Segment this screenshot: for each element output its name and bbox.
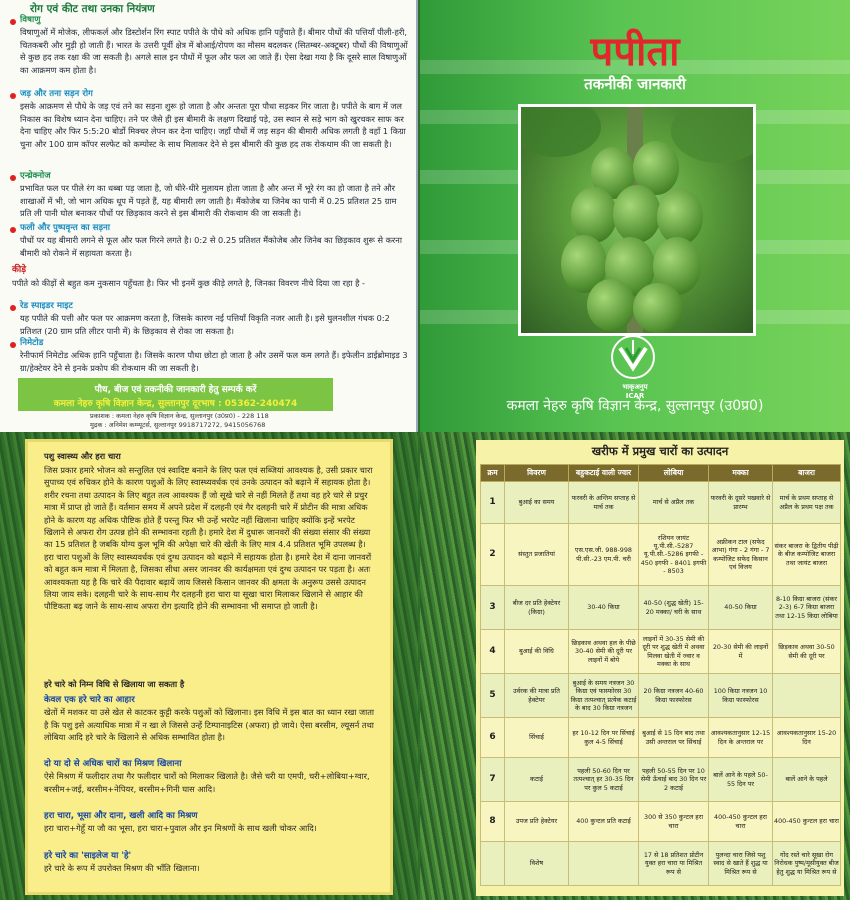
table-cell: फरवरी के अन्तिम सप्ताह से मार्च तक bbox=[569, 482, 639, 524]
section-nematode bbox=[20, 337, 408, 374]
table-header-row bbox=[481, 465, 841, 482]
table-cell: हर 10-12 दिन पर सिंचाई कुल 4-5 सिंचाई bbox=[569, 718, 639, 758]
method-body: हरा चारा+गेहूँ या जौ का भूसा, हरा चारा+पुवाल और इन मिश्रणों के साथ खली चोकर आदि। bbox=[44, 823, 317, 834]
row-number: 4 bbox=[481, 630, 505, 674]
cover-title: पपीता bbox=[590, 29, 680, 75]
table-cell: 400-450 कुन्टल हरा चारा bbox=[709, 802, 773, 842]
row-number: 7 bbox=[481, 758, 505, 802]
fodder-heading: पशु स्वास्थ्य और हरा चारा bbox=[44, 451, 121, 461]
table-row bbox=[481, 758, 841, 802]
table-cell: रशियन जायंट यू.पी.सी.-5287 यू.पी.सी.-5286 इगफी - 450 इगफी - 8401 इगफी - 8503 bbox=[639, 524, 709, 586]
section-heading: एन्थ्रेक्नोज bbox=[20, 171, 51, 181]
row-number: 5 bbox=[481, 674, 505, 718]
fodder-table-card bbox=[476, 440, 844, 896]
section-body: पौधों पर यह बीमारी लगने से फूल और फल गिरने लगते है। 0:2 से 0.25 प्रतिशत मैंकोजेब और जिनेब का छिड़काव शुरू से करना बीमारी को रोकने में सहायता करता है। bbox=[20, 235, 402, 258]
table-cell: बुआई से 15 दिन बाद तथा उसी अन्तराल पर सिंचाई bbox=[639, 718, 709, 758]
table-cell: आवश्यकतानुसार 12-15 दिन के अन्तराल पर bbox=[709, 718, 773, 758]
papaya-fruit bbox=[633, 283, 683, 333]
pests-heading: कीड़े bbox=[12, 265, 27, 275]
bullet-icon bbox=[10, 227, 16, 233]
section-body: यह पपीते की पत्ती और फल पर आक्रमण करता है, जिसके कारण नई पत्तियाँ विकृति नजर आती है। इसे घुलनशील गंधक 0:2 प्रतिशत (20 ग्राम प्रति लीटर पानी में) के छिड़काव से रोका जा सकता है। bbox=[20, 313, 390, 336]
logo-org: ICAR bbox=[625, 392, 645, 400]
table-row bbox=[481, 718, 841, 758]
fodder-text-card bbox=[28, 442, 390, 892]
fodder-table bbox=[480, 464, 841, 886]
section-body: इसके आक्रमण से पौधे के जड़ एवं तने का सड़ना शुरू हो जाता है और अन्ततः पूरा पौधा सड़कर गिर जाता है। पपीते के बाग में जल निकास का विशेष ध्यान देना चाहिए। तने पर जैसे ही इस बीमारी के लक्षण दिखाई पड़े, उस स्थान से सड़े भाग को खुरचकर साफ कर देना चाहिए और फिर 5:5:20 बोर्डो मिक्चर लेपन कर देना चाहिए। जहाँ पौधों में जड़ सड़न की बीमारी अधिक लगती है वहाँ 1 किग्रा चुना और 100 ग्राम कॉपर सल्फेट को कम्पोस्ट के साथ मिलाकर देने से इस बीमारी की कुछ हद तक रोकथाम की जा सकती है। bbox=[20, 101, 406, 149]
method-3 bbox=[44, 810, 378, 835]
method-body: ऐसे मिश्रण में फलीदार तथा गैर फलीदार चारों को मिलाकर खिलाते है। जैसे चरी या एमपी, चरी+लोबिया+ग्वार, बरसीम+जई, बरसीम+नेपियर, बरसीम+गिनी घास आदि। bbox=[44, 771, 370, 794]
table-row bbox=[481, 586, 841, 630]
table-row bbox=[481, 630, 841, 674]
table-title: खरीफ में प्रमुख चारों का उत्पादन bbox=[591, 444, 729, 458]
table-cell: बीज दर प्रति हेक्टेयर (किग्रा) bbox=[505, 586, 569, 630]
fodder-intro: जिस प्रकार हमारे भोजन को सन्तुलित एवं स्वादिष्ट बनाने के लिए फल एवं सब्जियां आवश्यक है, उसी प्रकार चारा सुपाच्य एवं रुचिकर होने के कारण पशुओं के लिए स्वास्थ्यवर्धक एवं उनके उत्पादन को बढ़ाने में सहायक होता है। शरीर रचना तथा उत्पादन के लिए बहुत तत्व आवश्यक हैं जो सूखे चारे से नहीं मिलते हैं तथा वह हरे चारे से प्रचुर मात्रा में प्राप्त हो जाते हैं। वर्तमान समय में अपने प्रदेश में दलहनी एवं गैर दलहनी चारे में प्रोटीन की मात्रा अधिक होने के कारण यह अधिक पौष्टिक होते हैं परन्तु फिर भी उन्हें भरपेट नहीं खिलाना चाहिए क्योंकि इन्हें भरपेट खिलाने से अफरा रोग उत्पन्न होने की सम्भावना रहती है। हमारे देश में दुधारू जानवरों की संख्या संसार की संख्या का 15 प्रतिशत है जबकि योग्य कुल भूमि की अपेक्षा चारे की खेती के लिए मात्र 4.4 प्रतिशत भूमि उपलब्ध है। हरा चारा पशुओं के लिए स्वास्थ्यवर्धक एवं दुग्ध उत्पादन को बढ़ाने में सहायक होता है। हमारे देश में दाना जानवरों को बहुत कम मात्रा में मिलता है, जिसका सीधा असर जानवर की कार्यक्षमता एवं दुग्ध उत्पादन पर पड़ता है। अतः आवश्यकता यह है कि चारे की पैदावार बढ़ायें जाय जिससे किसान जानवर की क्षमता के अनुरूप उससे उत्पादन लिया जाय सके। दलहनी चारे के साथ-साथ गैर दलहनी हरा चारा या सूखा चारा मिलाकर खिलाने से आहार की पौष्टिकता बढ़ जाने के साथ-साथ अफरा रोग इत्यादि होने की सम्भावना भी समाप्त हो जाती है। bbox=[44, 465, 373, 612]
printer-line: मुद्रक : अनिमेश कम्प्यूटर्स, सुल्तानपुर 9918717272, 9415056768 bbox=[90, 421, 266, 429]
row-number: 8 bbox=[481, 802, 505, 842]
section-virus bbox=[20, 14, 408, 76]
disease-panel-title: रोग एवं कीट तथा उनका नियंत्रण bbox=[30, 3, 155, 15]
table-header: बाजरा bbox=[773, 465, 841, 482]
table-cell: पहली 50-55 दिन पर 10 सेमी ऊँचाई बाद 30 दिन पर 2 कटाई bbox=[639, 758, 709, 802]
section-heading: रेड स्पाइडर माइट bbox=[20, 301, 73, 311]
section-mite bbox=[20, 300, 408, 337]
methods-heading: हरे चारे को निम्न विधि से खिलाया जा सकता है bbox=[44, 679, 185, 689]
section-heading: विषाणु bbox=[20, 15, 41, 25]
table-cell: 8-10 किग्रा बाजरा (संकर 2-3) 6-7 किग्रा बाजरा तथा 12-15 किग्रा लोबिया bbox=[773, 586, 841, 630]
bullet-icon bbox=[10, 305, 16, 311]
table-cell: 20 किग्रा नत्रजन 40-60 किग्रा फास्फोरस bbox=[639, 674, 709, 718]
table-cell: 40-50 किग्रा bbox=[709, 586, 773, 630]
table-cell: बालें आने के पहले bbox=[773, 758, 841, 802]
papaya-fruit bbox=[613, 185, 661, 243]
table-cell: एस.एस.जी. 988-998 पी.सी.-23 एम.पी. चरी bbox=[569, 524, 639, 586]
bullet-icon bbox=[10, 175, 16, 181]
section-body: रेनीफार्म निमेटोड अधिक हानि पहुँचाता है। जिसके कारण पौधा छोटा हो जाता है और उसमें फल कम लगते हैं। इफेलीन डाईब्रोमाइड 3 ग्रा/हेक्टेयर देने से इनके प्रकोप की रोकथाम की जा सकती है। bbox=[20, 350, 408, 373]
table-header: लोबिया bbox=[639, 465, 709, 482]
table-cell: फरवरी के दूसरे पखवारे से प्रारम्भ bbox=[709, 482, 773, 524]
table-cell: 400-450 कुन्टल हरा चारा bbox=[773, 802, 841, 842]
contact-banner bbox=[18, 378, 333, 411]
table-header: विवरण bbox=[505, 465, 569, 482]
leaf bbox=[518, 104, 601, 157]
cover-panel bbox=[420, 0, 850, 432]
method-2 bbox=[44, 758, 378, 795]
table-cell: 40-50 (शुद्ध खेती) 15-20 मक्का/ चरी के साथ bbox=[639, 586, 709, 630]
table-cell: मार्च के प्रथम सप्ताह से अप्रैल के प्रथम पक्ष तक bbox=[773, 482, 841, 524]
table-header: मक्का bbox=[709, 465, 773, 482]
contact-line-1: पौध, बीज एवं तकनीकी जानकारी हेतु सम्पर्क करें bbox=[94, 385, 257, 395]
table-cell: संस्तुत प्रजातियां bbox=[505, 524, 569, 586]
bullet-icon bbox=[10, 342, 16, 348]
table-row bbox=[481, 524, 841, 586]
table-header: क्रम bbox=[481, 465, 505, 482]
table-cell: 30-40 किग्रा bbox=[569, 586, 639, 630]
papaya-fruit bbox=[571, 187, 617, 243]
table-cell: 17 से 18 प्रतिशत प्रोटीन युक्त हरा चारा या मिश्रित रूप से bbox=[639, 842, 709, 886]
table-cell: 100 किग्रा नत्रजन 10 किग्रा फास्फोरस bbox=[709, 674, 773, 718]
method-body: हरे चारे के रूप में उपरोक्त मिश्रण की भाँति खिलाना। bbox=[44, 863, 200, 874]
row-number: 1 bbox=[481, 482, 505, 524]
table-cell: मार्च से अप्रैल तक bbox=[639, 482, 709, 524]
bullet-icon bbox=[10, 93, 16, 99]
table-header: बहुकटाई वाली ज्वार bbox=[569, 465, 639, 482]
logo-caption: भाकृअनुप bbox=[622, 383, 648, 391]
table-cell: उपज प्रति हेक्टेयर bbox=[505, 802, 569, 842]
table-row bbox=[481, 674, 841, 718]
table-cell: अफ्रीकन टाल (सफेद आभा) गंगा - 2 गंगा - 7 कम्पोजिट सफेद किसान एवं विजय bbox=[709, 524, 773, 586]
table-cell: लाइनों में 30-35 सेमी की दूरी पर शुद्ध खेती में अथवा मिलवा खेती में ज्वार व मक्का के साथ bbox=[639, 630, 709, 674]
method-heading: हरे चारे का 'साइलेज या 'हे' bbox=[44, 851, 132, 861]
table-cell: 20-30 सेमी की लाइनों में bbox=[709, 630, 773, 674]
table-cell: गोंद रस्ते चारे सूखा रोग निरोधक पुष्प/मूसीयुक्त बीज हेतु शुद्ध या मिश्रित रूप से bbox=[773, 842, 841, 886]
contact-line-2: कमला नेहरु कृषि विज्ञान केन्द्र, सुल्तानपुर दूरभाष : 05362-240474 bbox=[53, 399, 298, 409]
bullet-icon bbox=[10, 19, 16, 25]
table-cell: संकर बाजरा के द्वितीय पीढ़ी के बीज कम्पोजिट बाजरा तथा जायंट बाजरा bbox=[773, 524, 841, 586]
publisher-line: प्रकाशक : कमला नेहरु कृषि विज्ञान केन्द्र, सुल्तानपुर (उ0प्र0) - 228 118 bbox=[90, 412, 269, 420]
table-cell: छिड़काव अथवा हल के पीछे 30-40 सेमी की दूरी पर लाइनों में बोये bbox=[569, 630, 639, 674]
section-heading: निमेटोड bbox=[20, 338, 44, 348]
cover-subtitle: तकनीकी जानकारी bbox=[584, 75, 686, 93]
row-number: 6 bbox=[481, 718, 505, 758]
method-heading: हरा चारा, भूसा और दाना, खली आदि का मिश्रण bbox=[44, 811, 198, 821]
table-cell bbox=[569, 842, 639, 886]
method-1 bbox=[44, 694, 378, 744]
pests-intro: पपीते को कीड़ों से बहुत कम नुकसान पहुँचता है। फिर भी इनमें कुछ कीड़े लगते है, जिनका विवरण नीचे दिया जा रहा है - bbox=[12, 278, 366, 288]
table-cell: आवश्यकतानुसार 15-20 दिन bbox=[773, 718, 841, 758]
table-cell: उर्वरक की मात्रा प्रति हेक्टेयर bbox=[505, 674, 569, 718]
table-cell: सिंचाई bbox=[505, 718, 569, 758]
row-number bbox=[481, 842, 505, 886]
table-cell: बालें आने के पहले 50-55 दिन पर bbox=[709, 758, 773, 802]
method-heading: केवल एक हरे चारे का आहार bbox=[44, 695, 135, 705]
fodder-table-panel bbox=[420, 432, 850, 900]
table-row bbox=[481, 802, 841, 842]
table-cell: पहली 50-60 दिन पर तत्पश्चात् हर 30-35 दिन पर कुल 5 कटाई bbox=[569, 758, 639, 802]
table-cell: बुआई के समय नत्रजन 30 किग्रा एवं फास्फोरस 30 किग्रा तत्पश्चात् प्रत्येक कटाई के बाद 30 किग्रा नत्रजन bbox=[569, 674, 639, 718]
leaf bbox=[671, 104, 756, 163]
table-cell: 300 से 350 कुन्टल हरा चारा bbox=[639, 802, 709, 842]
table-row bbox=[481, 482, 841, 524]
method-body: खेतों में मशकर या उसे खेत से काटकर कुट्टी करके पशुओं को खिलाना। इस विधि में इस बात का ध्यान रखा जाता है कि पशु इसे अत्याधिक मात्रा में न खा ले जिससे उन्हें टिम्पानाइटिस (अफरा) हो जाये। ऐसा बरसीम, ल्यूसर्न तथा लोबिया आदि हरे चारे के खिलाने से अधिक सम्भावित होता है। bbox=[44, 707, 375, 743]
papaya-photo bbox=[518, 104, 756, 336]
table-body bbox=[481, 482, 841, 886]
disease-control-panel bbox=[0, 0, 418, 432]
institution-name: कमला नेहरु कृषि विज्ञान केन्द्र, सुल्तानपुर (उ0प्र0) bbox=[506, 398, 764, 414]
table-cell: बुआई का समय bbox=[505, 482, 569, 524]
table-cell bbox=[773, 674, 841, 718]
table-cell: 400 कुन्टल प्रति कटाई bbox=[569, 802, 639, 842]
imprint bbox=[90, 412, 269, 430]
table-cell: विशेष bbox=[505, 842, 569, 886]
section-fruit-rot bbox=[20, 222, 408, 259]
row-number: 3 bbox=[481, 586, 505, 630]
table-cell: बुआई की विधि bbox=[505, 630, 569, 674]
table-row bbox=[481, 842, 841, 886]
table-cell: पुलन्दा चारा जिसे पशु स्वाद से खाते हैं शुद्ध या मिश्रित रूप से bbox=[709, 842, 773, 886]
icar-logo-icon bbox=[610, 334, 656, 380]
method-4 bbox=[44, 850, 378, 875]
table-cell: कटाई bbox=[505, 758, 569, 802]
section-body: विषाणुओं में मोजेक, लीफकर्ल और डिस्टोर्शन रिंग स्पाट पपीते के पौधे को अधिक हानि पहुँचाते हैं। बीमार पौधों की पत्तियाँ पीली-हरी, चितकबरी और मुड़ी हो जाती हैं। भारत के उत्तरी पूर्वी क्षेत्र में बोआई/रोपण का मौसम बदलकर (सितम्बर-अक्टूबर) पौधों की विषाणुओं से कुछ हद तक रक्षा की जा सकती है। अगले साल इन पौधों में फूल और फल आ जाते हैं। ऐसा देखा गया है कि दूसरे साल विषाणुओं का आक्रमण कम होता है। bbox=[20, 27, 408, 75]
papaya-fruit bbox=[587, 279, 635, 331]
section-root-rot bbox=[20, 88, 408, 150]
section-anthracnose bbox=[20, 170, 408, 220]
fodder-health-panel bbox=[0, 432, 418, 900]
section-heading: फली और पुष्पवृन्त का सड़ना bbox=[20, 223, 111, 233]
section-heading: जड़ और तना सड़न रोग bbox=[20, 89, 93, 99]
row-number: 2 bbox=[481, 524, 505, 586]
section-body: प्रभावित फल पर पीले रंग का धब्बा पड़ जाता है, जो धीरे-धीरे मुलायम होता जाता है और अन्त में भूरे रंग का हो जाता है तने और शाखाओं में भी, जो भाग अधिक धूप में पड़ते हैं, यह बीमारी लग जाती है। मैंकोजेब या जिनेब का पानी में 0.25 प्रतिशत 25 ग्राम प्रति ली पानी घोल बनाकर पौधों पर छिड़काव करने से इस बीमारी की रोकथाम की जा सकती है। bbox=[20, 183, 397, 219]
method-heading: दो या दो से अधिक चारों का मिश्रण खिलाना bbox=[44, 759, 182, 769]
table-cell: छिड़काव अथवा 30-50 सेमी की दूरी पर bbox=[773, 630, 841, 674]
